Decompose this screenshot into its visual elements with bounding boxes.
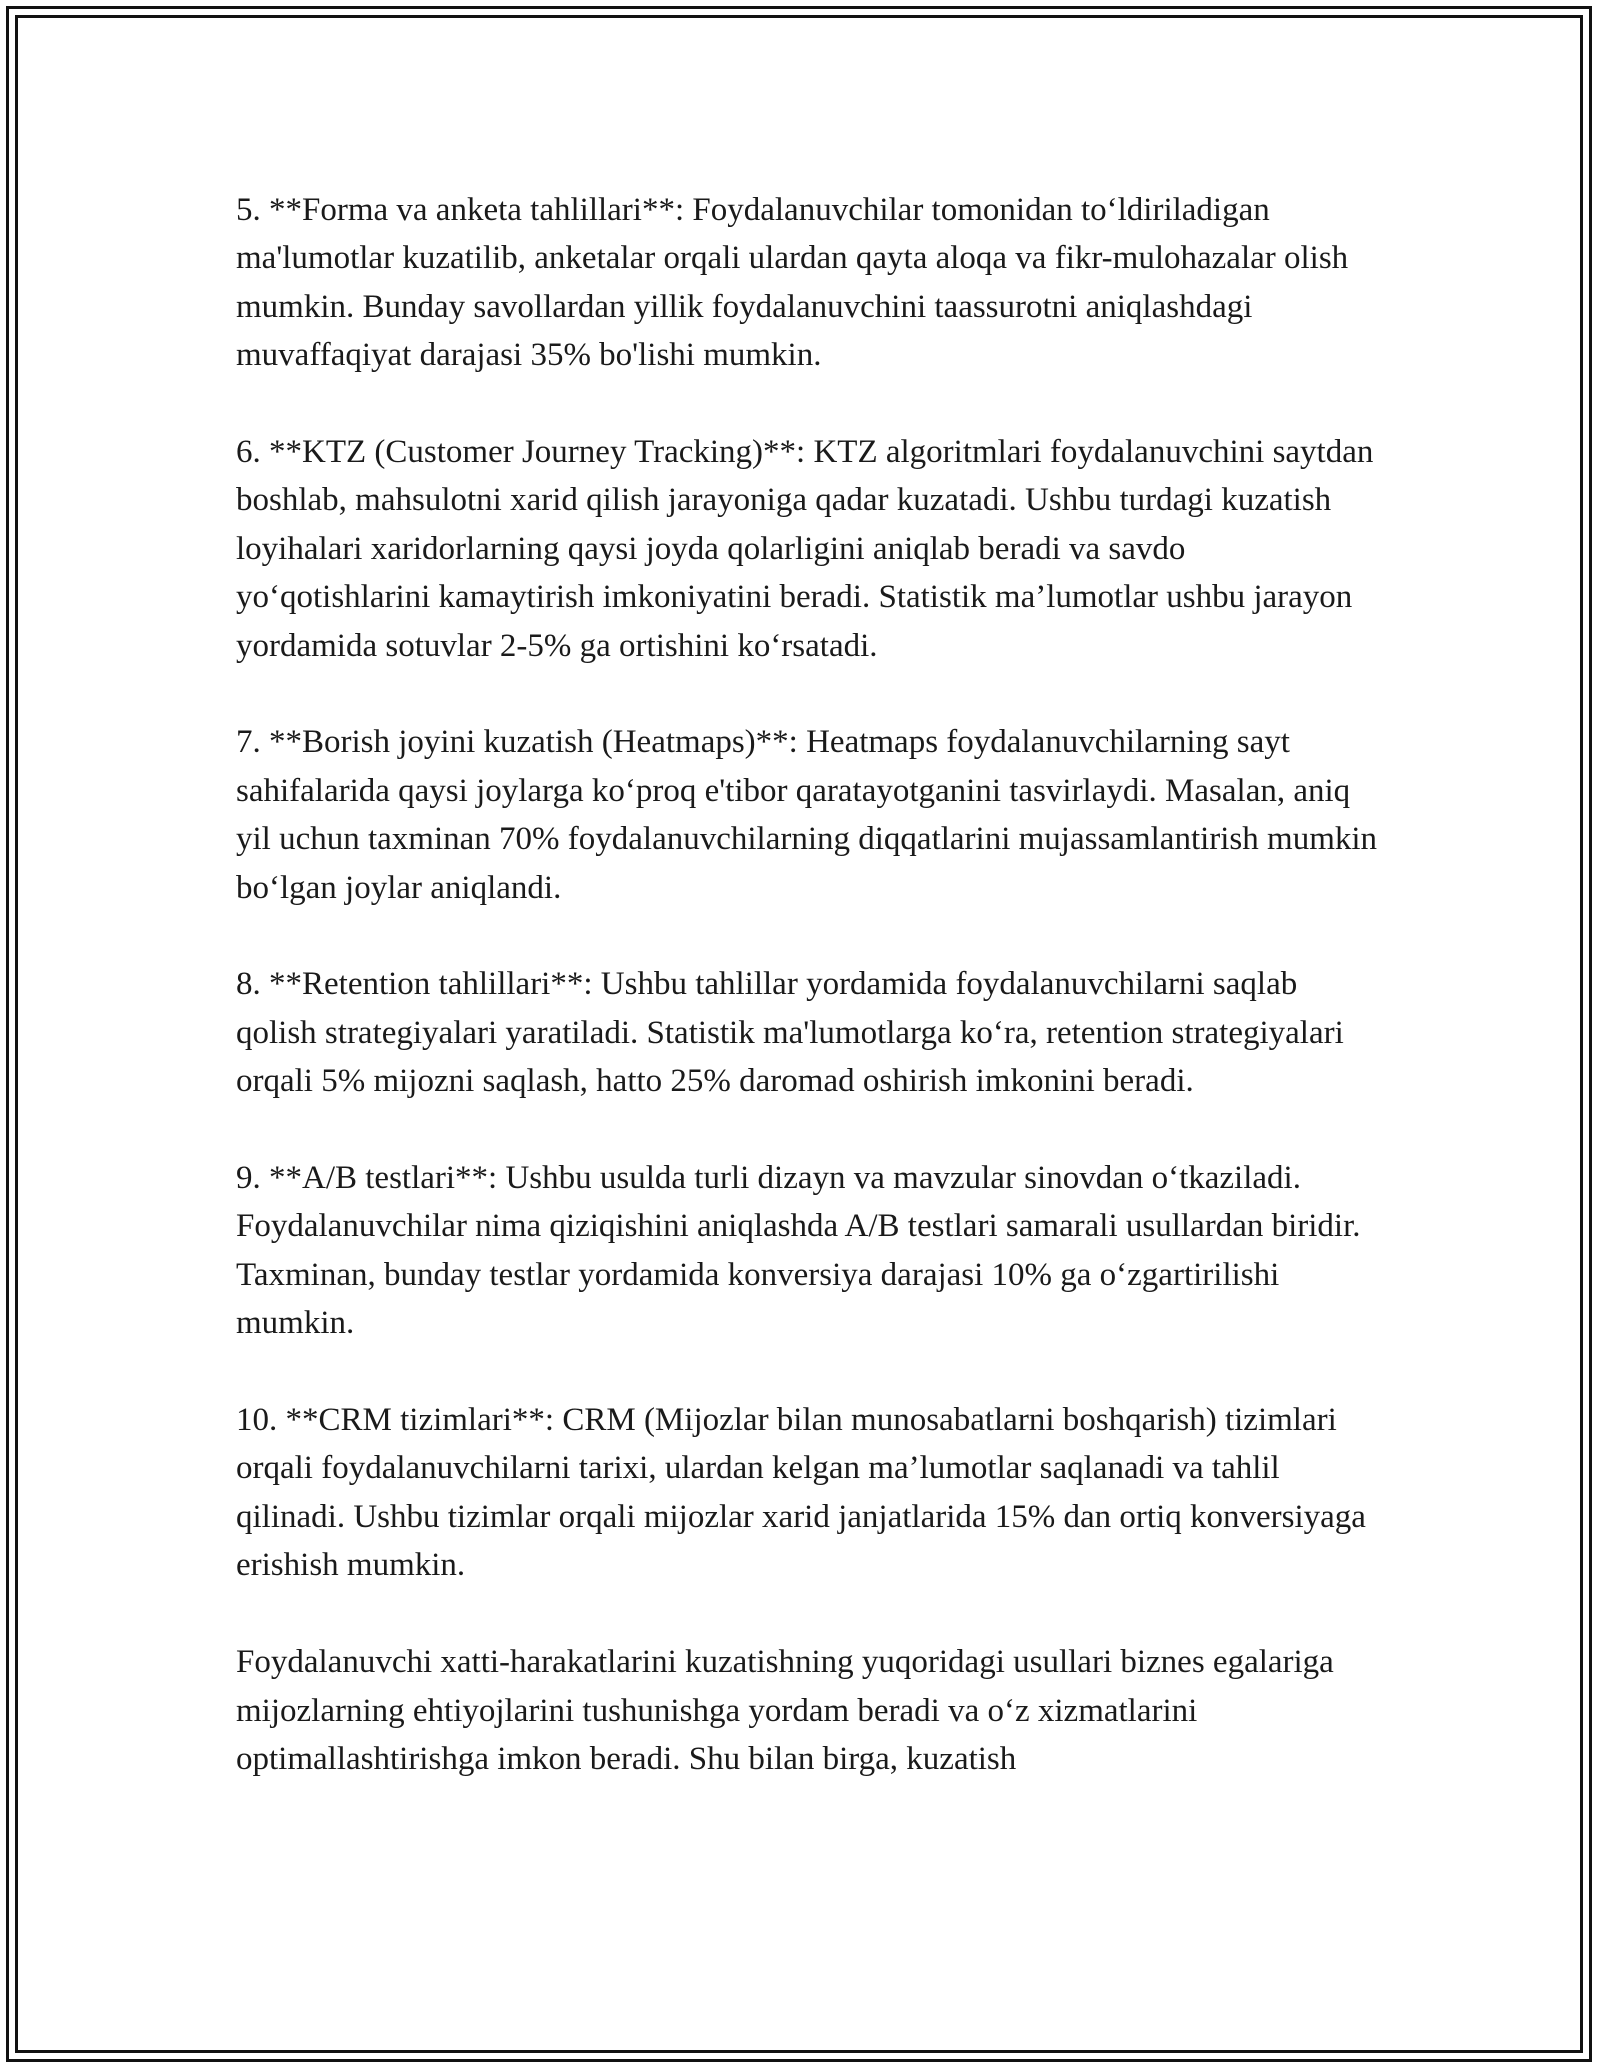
document-body <box>236 186 1386 1783</box>
paragraph-ab-tests: 9. **A/B testlari**: Ushbu usulda turli dizayn va mavzular sinovdan o‘tkaziladi. Foydalanuvchilar nima qiziqishini aniqlashda A/B testlari samarali usullardan biridir. Taxminan, bunday testlar yordamida konversiya darajasi 10% ga o‘zgartirilishi mumkin. <box>236 1160 1361 1342</box>
paragraph-heatmaps: 7. **Borish joyini kuzatish (Heatmaps)**: Heatmaps foydalanuvchilarning sayt sahifalarida qaysi joylarga ko‘proq e'tibor qaratayotganini tasvirlaydi. Masalan, aniq yil uchun taxminan 70% foydalanuvchilarning diqqatlarini mujassamlantirish mumkin bo‘lgan joylar aniqlandi. <box>236 724 1378 906</box>
paragraph-retention: 8. **Retention tahlillari**: Ushbu tahlillar yordamida foydalanuvchilarni saqlab qolish strategiyalari yaratiladi. Statistik ma'lumotlarga ko‘ra, retention strategiyalari orqali 5% mijozni saqlash, hatto 25% daromad oshirish imkonini beradi. <box>236 966 1344 1100</box>
paragraph-crm: 10. **CRM tizimlari**: CRM (Mijozlar bilan munosabatlarni boshqarish) tizimlari orqali foydalanuvchilarni tarixi, ulardan kelgan ma’lumotlar saqlanadi va tahlil qilinadi. Ushbu tizimlar orqali mijozlar xarid janjatlarida 15% dan ortiq konversiyaga erishish mumkin. <box>236 1402 1366 1584</box>
paragraph-conclusion: Foydalanuvchi xatti-harakatlarini kuzatishning yuqoridagi usullari biznes egalariga mijozlarning ehtiyojlarini tushunishga yordam beradi va o‘z xizmatlarini optimallashtirishga imkon beradi. Shu bilan birga, kuzatish <box>236 1644 1334 1777</box>
paragraph-forma-anketa: 5. **Forma va anketa tahlillari**: Foydalanuvchilar tomonidan to‘ldiriladigan ma'lumotlar kuzatilib, anketalar orqali ulardan qayta aloqa va fikr-mulohazalar olish mumkin. Bunday savollardan yillik foydalanuvchini taassurotni aniqlashdagi muvaffaqiyat darajasi 35% bo'lishi mumkin. <box>236 192 1349 374</box>
paragraph-ktz: 6. **KTZ (Customer Journey Tracking)**: KTZ algoritmlari foydalanuvchini saytdan boshlab, mahsulotni xarid qilish jarayoniga qadar kuzatadi. Ushbu turdagi kuzatish loyihalari xaridorlarning qaysi joyda qolarligini aniqlab beradi va savdo yo‘qotishlarini kamaytirish imkoniyatini beradi. Statistik ma’lumotlar ushbu jarayon yordamida sotuvlar 2-5% ga ortishini ko‘rsatadi. <box>236 434 1374 664</box>
